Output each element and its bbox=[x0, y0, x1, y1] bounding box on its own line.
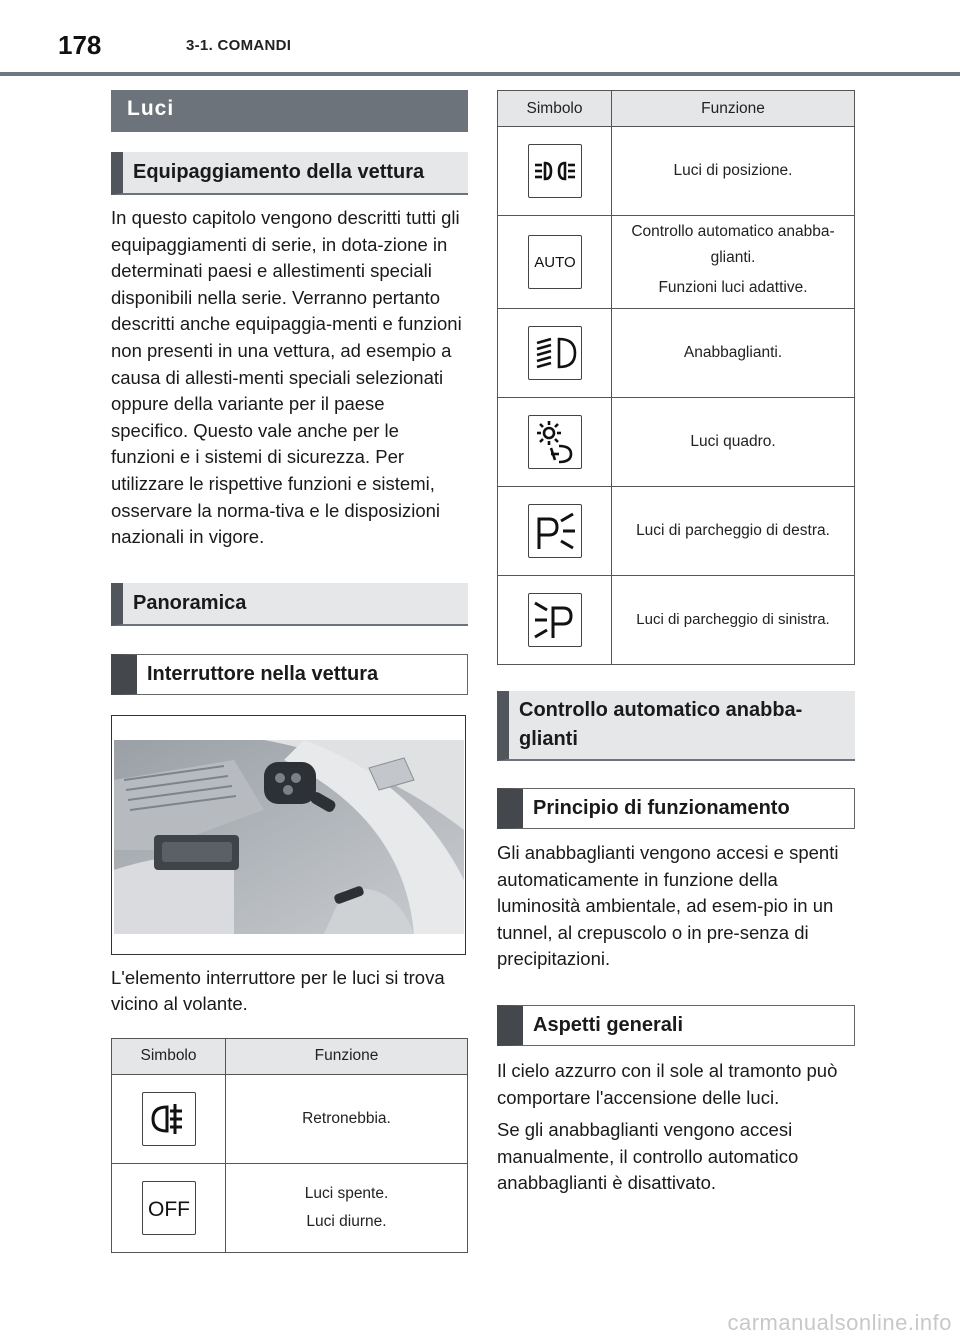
instrument-lighting-icon bbox=[528, 415, 582, 469]
function-text: Luci di parcheggio di destra. bbox=[636, 522, 830, 539]
right-symbol-table bbox=[497, 90, 855, 665]
main-heading: Luci bbox=[111, 90, 468, 132]
switch-figure bbox=[111, 715, 466, 955]
right-column bbox=[497, 90, 855, 1197]
section-heading-overview: Panoramica bbox=[111, 583, 468, 626]
table-header-function: Funzione bbox=[612, 91, 855, 127]
table-row bbox=[498, 309, 855, 398]
function-text: Luci spente. bbox=[304, 1184, 389, 1202]
left-symbol-table bbox=[111, 1038, 468, 1253]
rear-fog-light-icon bbox=[142, 1092, 196, 1146]
table-row bbox=[498, 127, 855, 216]
header-divider bbox=[0, 72, 960, 76]
left-column bbox=[111, 90, 468, 1253]
general-paragraph-2: Se gli anabbaglianti vengono accesi manualmente, il controllo automatico anabbaglianti è disattivato. bbox=[497, 1119, 799, 1194]
principle-paragraph: Gli anabbaglianti vengono accesi e spenti automaticamente in funzione della luminosità ambientale, ad esem-pio in un tunnel, al crepuscolo o in pre-senza di precipitazioni. bbox=[497, 842, 839, 970]
function-text: Luci diurne. bbox=[306, 1212, 387, 1230]
steering-column-illustration bbox=[114, 740, 464, 934]
function-text: Luci di posizione. bbox=[673, 162, 793, 179]
parking-light-right-icon bbox=[528, 504, 582, 558]
subheading-principle: Principio di funzionamento bbox=[497, 788, 855, 829]
section-heading-equipment: Equipaggiamento della vettura bbox=[111, 152, 468, 195]
table-row bbox=[112, 1163, 468, 1252]
table-header-function: Funzione bbox=[226, 1038, 468, 1074]
low-beam-icon bbox=[528, 326, 582, 380]
function-text: Retronebbia. bbox=[302, 1109, 391, 1127]
table-row bbox=[498, 398, 855, 487]
position-lights-icon bbox=[528, 144, 582, 198]
function-text: Funzioni luci adattive. bbox=[658, 279, 808, 296]
auto-icon bbox=[528, 235, 582, 289]
watermark: carmanualsonline.info bbox=[727, 1310, 952, 1335]
table-header-symbol: Simbolo bbox=[498, 91, 612, 127]
table-row bbox=[498, 487, 855, 576]
function-text: Controllo automatico anabba-glianti. bbox=[631, 223, 835, 266]
chapter-title: 3-1. COMANDI bbox=[186, 37, 292, 54]
subheading-switch: Interruttore nella vettura bbox=[111, 654, 468, 695]
table-header-symbol: Simbolo bbox=[112, 1038, 226, 1074]
general-paragraph-1: Il cielo azzurro con il sole al tramonto può comportare l'accensione delle luci. bbox=[497, 1059, 838, 1108]
off-icon-label: OFF bbox=[147, 1197, 190, 1221]
intro-paragraph: In questo capitolo vengono descritti tutti gli equipaggiamenti di serie, in dota-zione in determinati paesi e allestimenti speciali disponibili nella serie. Verranno pertanto descritti anche equipaggia-menti e funzioni non presenti in una vettura, ad esempio a causa di allesti-menti speciali selezionati oppure della variante per il paese specifico. Questo vale anche per le funzioni e i sistemi di sicurezza. Per utilizzare le rispettive funzioni e sistemi, osservare la norma-tiva e le disposizioni nazionali in vigore. bbox=[111, 207, 462, 548]
table-row bbox=[498, 576, 855, 665]
parking-light-left-icon bbox=[528, 593, 582, 647]
section-heading-auto-low-beam: Controllo automatico anabba-glianti bbox=[497, 691, 855, 761]
table-row bbox=[498, 216, 855, 309]
subheading-general: Aspetti generali bbox=[497, 1005, 855, 1046]
off-icon bbox=[142, 1181, 196, 1235]
page-header bbox=[0, 0, 960, 76]
figure-caption: L'elemento interruttore per le luci si trova vicino al volante. bbox=[111, 966, 445, 1015]
function-text: Luci di parcheggio di sinistra. bbox=[636, 611, 830, 628]
page-number: 178 bbox=[58, 30, 102, 60]
auto-icon-label: AUTO bbox=[533, 254, 576, 271]
function-text: Luci quadro. bbox=[690, 433, 776, 450]
function-text: Anabbaglianti. bbox=[683, 344, 783, 361]
table-row bbox=[112, 1074, 468, 1163]
